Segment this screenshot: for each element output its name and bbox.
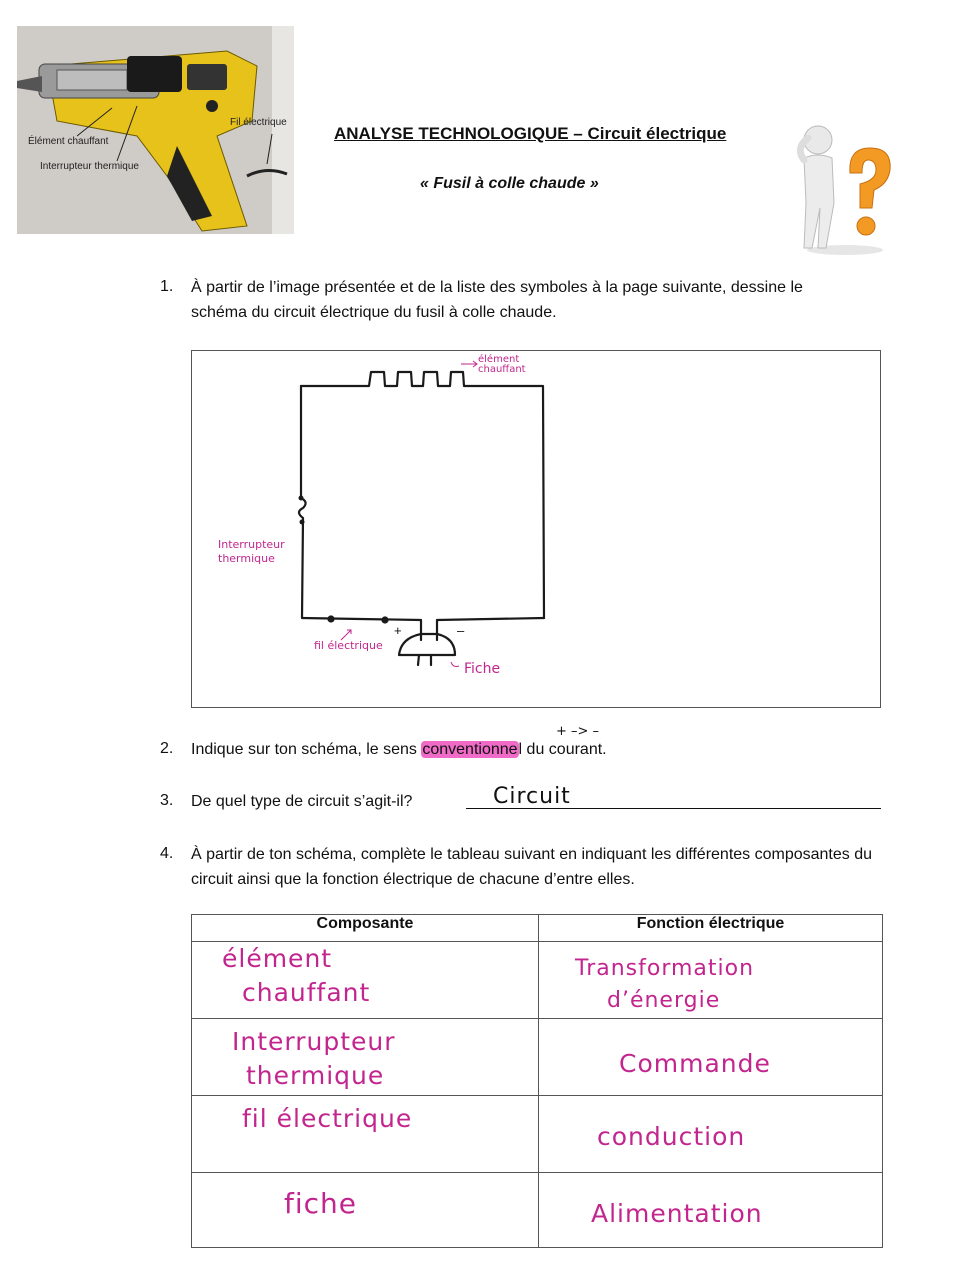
question-1-number: 1. bbox=[160, 278, 174, 295]
table-row bbox=[192, 942, 883, 1019]
composante-line: chauffant bbox=[242, 978, 371, 1007]
fonction-line: Transformation bbox=[575, 956, 755, 981]
table-row bbox=[192, 1019, 883, 1096]
question-2-text-after: l du courant. bbox=[518, 741, 607, 758]
table-cell bbox=[192, 1019, 539, 1096]
thinking-person-icon bbox=[790, 118, 900, 258]
current-direction-annotation: + –> – bbox=[556, 724, 600, 739]
diagram-label-fiche: Fiche bbox=[464, 661, 501, 677]
table-cell bbox=[539, 1096, 883, 1173]
photo-label-fil: Fil électrique bbox=[230, 117, 287, 128]
question-2-text-before: Indique sur ton schéma, le sens bbox=[191, 741, 422, 758]
table-cell bbox=[192, 1173, 539, 1248]
wire-node-1 bbox=[327, 615, 334, 622]
table-row bbox=[192, 1096, 883, 1173]
table-cell bbox=[192, 1096, 539, 1173]
diagram-label-element: élément chauffant bbox=[478, 354, 526, 375]
glue-gun-illustration bbox=[17, 26, 294, 234]
photo-label-element: Élément chauffant bbox=[28, 136, 109, 147]
question-1-text: À partir de l’image présentée et de la liste des symboles à la page suivante, dessine le schéma du circuit électrique du fusil à colle chaude. bbox=[191, 279, 803, 321]
composante-line: fiche bbox=[284, 1187, 358, 1220]
diagram-label-fil: fil électrique bbox=[314, 639, 383, 652]
page-subtitle: « Fusil à colle chaude » bbox=[420, 175, 599, 192]
plus-sign: + bbox=[394, 623, 402, 638]
table-cell bbox=[539, 942, 883, 1019]
composante-line: Interrupteur bbox=[232, 1027, 396, 1056]
page-title: ANALYSE TECHNOLOGIQUE – Circuit électrique bbox=[334, 124, 727, 143]
composante-line: élément bbox=[222, 944, 333, 973]
question-2-highlight: conventionne bbox=[422, 741, 518, 758]
composante-line: fil électrique bbox=[242, 1104, 413, 1133]
composante-line: thermique bbox=[246, 1061, 385, 1090]
header-fonction: Fonction électrique bbox=[539, 915, 883, 942]
diagram-label-interrupteur: Interrupteur thermique bbox=[218, 538, 285, 565]
minus-sign: – bbox=[457, 623, 465, 638]
table-row bbox=[192, 1173, 883, 1248]
question-2-number: 2. bbox=[160, 740, 174, 757]
question-2-text bbox=[191, 737, 607, 762]
question-3-text: De quel type de circuit s’agit-il? bbox=[191, 793, 413, 810]
fonction-line: Alimentation bbox=[591, 1199, 763, 1228]
table-cell bbox=[539, 1173, 883, 1248]
header-composante: Composante bbox=[192, 915, 539, 942]
table-cell bbox=[539, 1019, 883, 1096]
question-4-text: À partir de ton schéma, complète le tableau suivant en indiquant les différentes composantes du circuit ainsi que la fonction électrique de chacune d’entre elles. bbox=[191, 846, 873, 888]
fonction-line: conduction bbox=[597, 1122, 746, 1151]
table-cell bbox=[192, 942, 539, 1019]
wire-node-2 bbox=[381, 616, 388, 623]
fonction-line: Commande bbox=[619, 1049, 771, 1078]
question-3-number: 3. bbox=[160, 792, 174, 809]
question-4-number: 4. bbox=[160, 845, 174, 862]
glue-gun-photo bbox=[17, 26, 294, 234]
table-header-row bbox=[192, 915, 883, 942]
switch-node-top bbox=[299, 496, 304, 501]
fonction-line: d’énergie bbox=[607, 988, 721, 1013]
components-table bbox=[191, 914, 883, 1248]
circuit-diagram bbox=[191, 350, 881, 708]
switch-node-bottom bbox=[300, 520, 305, 525]
photo-label-interrupteur: Interrupteur thermique bbox=[40, 161, 139, 172]
question-3-answer: Circuit bbox=[493, 784, 571, 809]
